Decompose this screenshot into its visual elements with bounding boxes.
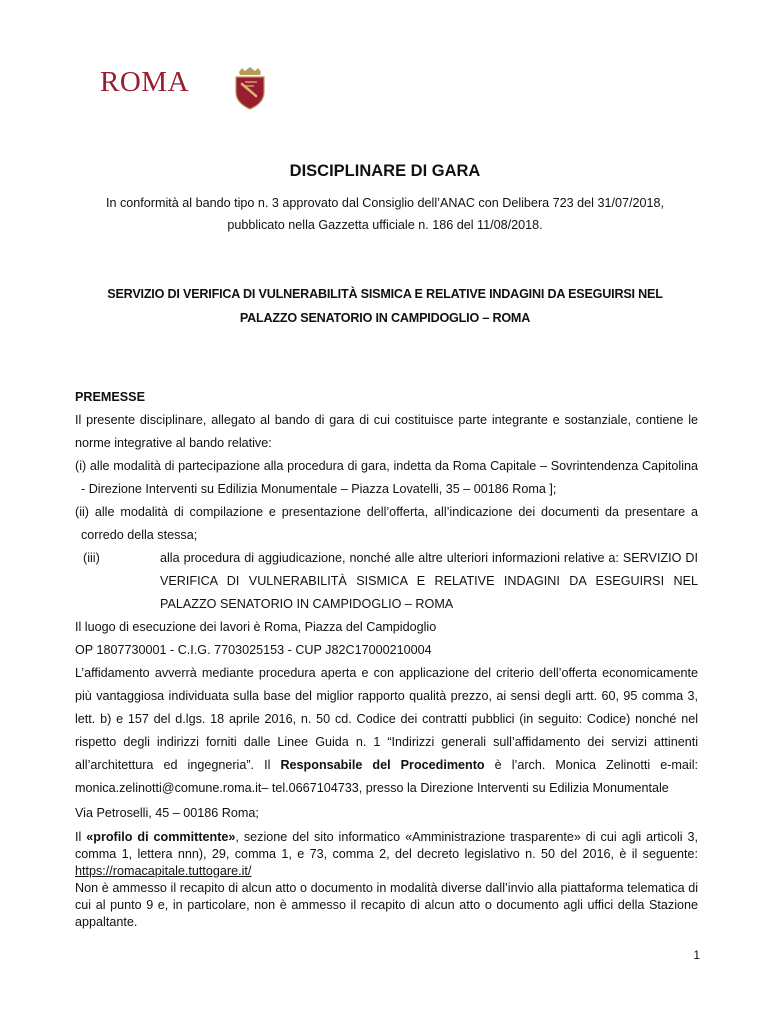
- page-number: 1: [693, 948, 700, 962]
- responsabile-label: Responsabile del Procedimento: [280, 758, 485, 772]
- document-title: DISCIPLINARE DI GARA: [289, 162, 481, 180]
- list-item-text: alla procedura di aggiudicazione, nonché alle altre ulteriori informazioni relative a: SERVIZIO DI VERIFICA DI VULNERABILITÀ SISMICA E RELATIVE INDAGINI DA ESEGUIRSI NEL PALAZZO SENATORIO IN CAMPIDOGLIO – ROMA: [160, 551, 698, 611]
- text-run: Il: [75, 830, 87, 844]
- profilo-paragraph: [75, 829, 698, 880]
- profilo-label: «profilo di committente»: [86, 830, 236, 844]
- section-heading: PREMESSE: [75, 390, 145, 404]
- address-paragraph: Via Petroselli, 45 – 00186 Roma;: [75, 806, 259, 820]
- intro-paragraph: Il presente disciplinare, allegato al bando di gara di cui costituisce parte integrante e sostanziale, contiene le norme integrative al bando relative:: [75, 413, 698, 450]
- codes-paragraph: OP 1807730001 - C.I.G. 7703025153 - CUP J82C17000210004: [75, 643, 432, 657]
- profilo-link[interactable]: https://romacapitale.tuttogare.it/: [75, 864, 252, 878]
- list-item: [75, 547, 698, 616]
- text-run: è l’arch. Monica Zelinotti e-mail: monica.zelinotti@comune.roma.it– tel.0667104733, presso la Direzione Interventi su Edilizia Monumentale: [75, 758, 698, 795]
- text-run: L’affidamento avverrà mediante procedura aperta e con applicazione del criterio dell’offerta economicamente più vantaggiosa individuata sulla base del miglior rapporto qualità prezzo, ai sensi degli artt. 60, 95 comma 3, lett. b) e 157 del d.lgs. 18 aprile 2016, n. 50 cd. Codice dei contratti pubblici (in seguito: Codice) nonché nel rispetto degli indirizzi forniti dalle Linee Guida n. 1 “Indirizzi generali sull’affidamento dei servizi attinenti all’architettura ed ingegneria”. Il: [75, 666, 698, 772]
- document-subtitle: [60, 192, 710, 236]
- subtitle-line: pubblicato nella Gazzetta ufficiale n. 186 del 11/08/2018.: [227, 218, 543, 232]
- subtitle-line: In conformità al bando tipo n. 3 approvato dal Consiglio dell’ANAC con Delibera 723 del 31/07/2018,: [106, 196, 664, 210]
- service-title-line: PALAZZO SENATORIO IN CAMPIDOGLIO – ROMA: [239, 311, 531, 325]
- service-title-line: SERVIZIO DI VERIFICA DI VULNERABILITÀ SISMICA E RELATIVE INDAGINI DA ESEGUIRSI NEL: [107, 287, 663, 301]
- list-item: (i) alle modalità di partecipazione alla procedura di gara, indetta da Roma Capitale – Sovrintendenza Capitolina - Direzione Interventi su Edilizia Monumentale – Piazza Lovatelli, 35 – 00186 Roma ];: [75, 459, 698, 496]
- list-item: (ii) alle modalità di compilazione e presentazione dell’offerta, all’indicazione dei documenti da presentare a corredo della stessa;: [75, 505, 698, 542]
- roma-logo: [100, 66, 189, 99]
- roma-crest-icon: [232, 66, 268, 110]
- affidamento-paragraph: [75, 662, 698, 800]
- recapito-paragraph: Non è ammesso il recapito di alcun atto o documento in modalità diverse dall’invio alla piattaforma telematica di cui al punto 9 e, in particolare, non è ammesso il recapito di alcun atto o documento agli uffici della Stazione appaltante.: [75, 881, 698, 929]
- list-item-number: (iii): [83, 551, 100, 565]
- service-title: [60, 282, 710, 330]
- location-paragraph: Il luogo di esecuzione dei lavori è Roma, Piazza del Campidoglio: [75, 620, 437, 634]
- roma-logo-wordmark: ROMA: [100, 66, 190, 98]
- text-run: , sezione del sito informatico «Amministrazione trasparente» di cui agli articoli 3, comma 1, lettera nnn), 29, comma 1, e 73, comma 2, del decreto legislativo n. 50 del 2016, è il seguente:: [75, 830, 699, 861]
- document-body: [75, 386, 698, 931]
